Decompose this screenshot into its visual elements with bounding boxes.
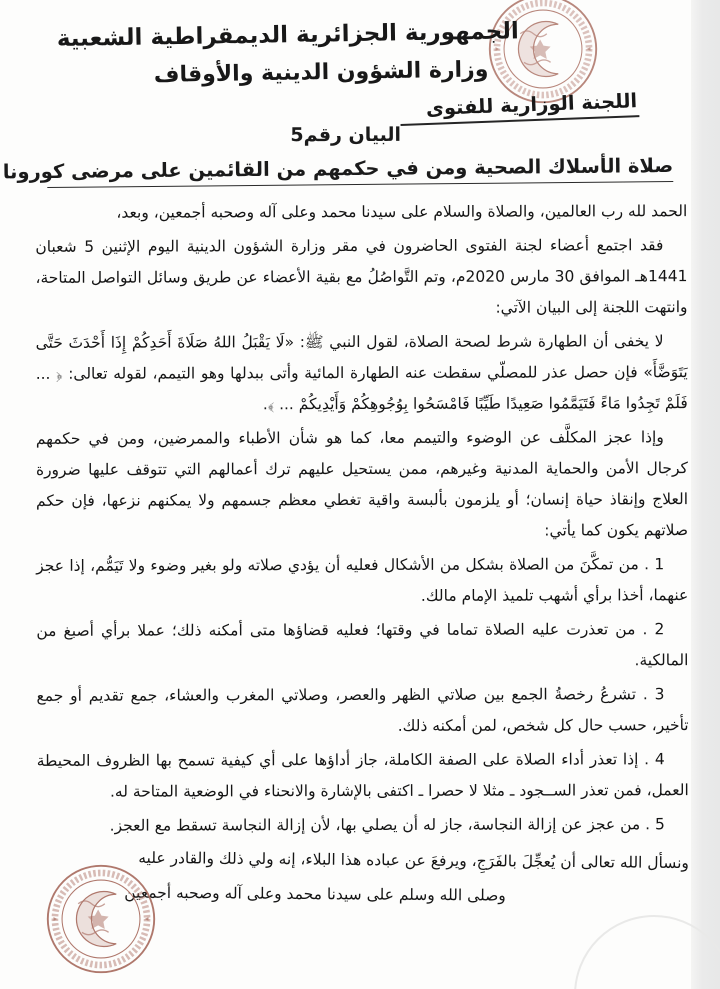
ruling-item-4: 4 . إذا تعذر أداء الصلاة على الصفة الكاملة، جاز أداؤها على أي كيفية تسمح بها الظروف المحيطة العمل، فمن تعذر الســجود ـ مثلا لا حصرا ـ اكتفى بالإشارة والانحناء في الوضعية المتاحة له. [36, 750, 689, 801]
ruling-item-3: 3 . تشرعُ رخصةُ الجمع بين صلاتي الظهر والعصر، وصلاتي المغرب والعشاء، جمع تقديم أو جمع تأخير، حسب حال كل شخص، لمن أمكنه ذلك. [36, 685, 689, 735]
ruling-item-1: 1 . من تمكَّنَ من الصلاة بشكل من الأشكال فعليه أن يؤدي صلاته ولو بغير وضوء ولا تَيَمُّم، إذا عجز عنهما، أخذا برأي أشهب تلميذ الإمام مالك. [36, 555, 689, 605]
ministry-seal-stamp-bottom [44, 862, 158, 976]
opening-praise-line: الحمد لله رب العالمين، والصلاة والسلام على سيدنا محمد وعلى آله وصحبه أجمعين، وبعد، [116, 202, 688, 222]
ministry-name-heading: وزارة الشؤون الدينية والأوقاف [154, 57, 490, 88]
statement-body [35, 196, 689, 914]
statement-main-title: صلاة الأسلاك الصحية ومن في حكمهم من القائمين على مرضى كورونا [47, 154, 673, 188]
statement-number-title: البيان رقم5 [290, 123, 402, 147]
fatwa-committee-heading: اللجنة الوزارية للفتوى [399, 89, 639, 126]
inability-paragraph: وإذا عجز المكلَّف عن الوضوء والتيمم معا، كما هو شأن الأطباء والممرضين، ومن في حكمهم كرجال الأمن والحماية المدنية وغيرهم، ممن يستحيل عليهم ترك أعمالهم التي تتوقف عليها ضرورة العلاج وإنقاذ حياة إنسان؛ أو يلزمون بألبسة واقية تغطي معظم جسمهم ولا يمكنهم نزعها، فإن حكم صلاتهم يكون كما يأتي: [35, 428, 689, 540]
ruling-item-5: 5 . من عجز عن إزالة النجاسة، جاز له أن يصلي بها، لأن إزالة النجاسة تسقط مع العجز. [109, 815, 665, 835]
republic-name-heading: الجمهورية الجزائرية الديمقراطية الشعبية [56, 18, 519, 53]
supplication-line: ونسأل الله تعالى أن يُعجِّلَ بالفَرَجِ، ويرفعَ عن عباده هذا البلاء، إنه ولي ذلك والقادر عليه [138, 848, 690, 873]
final-salutation-line: وصلى الله وسلم على سيدنا محمد وعلى آله وصحبه أجمعين [124, 883, 506, 905]
ruling-item-2: 2 . من تعذرت عليه الصلاة تماما في وقتها؛ فعليه قضاؤها متى أمكنه ذلك؛ عملا برأي أصبغ من المالكية. [36, 620, 689, 670]
meeting-paragraph: فقد اجتمع أعضاء لجنة الفتوى الحاضرون في مقر وزارة الشؤون الدينية اليوم الإثنين 5 شعبان 1441هـ الموافق 30 مارس 2020م، وتم التَّواصُلُ مع بقية الأعضاء عن طريق وسائل التواصل المتاحة، وانتهت اللجنة إلى البيان الآتي: [35, 236, 688, 317]
algeria-emblem-seal-icon [44, 862, 158, 976]
purity-ruling-paragraph: لا يخفى أن الطهارة شرط لصحة الصلاة، لقول النبي ﷺ: «لَا يَقْبَلُ اللهُ صَلَاةَ أَحَدِكُمْ إِذَا أَحْدَثَ حَتَّى يَتَوَضَّأَ» فإن حصل عذر للمصلّي سقطت عنه الطهارة المائية وأتى ببدلها وهو التيمم، لقوله تعالى: ﴿ ... فَلَمْ تَجِدُوا مَاءً فَتَيَمَّمُوا صَعِيدًا طَيِّبًا فَامْسَحُوا بِوُجُوهِكُمْ وَأَيْدِيكُمْ ... ﴾. [35, 332, 688, 414]
